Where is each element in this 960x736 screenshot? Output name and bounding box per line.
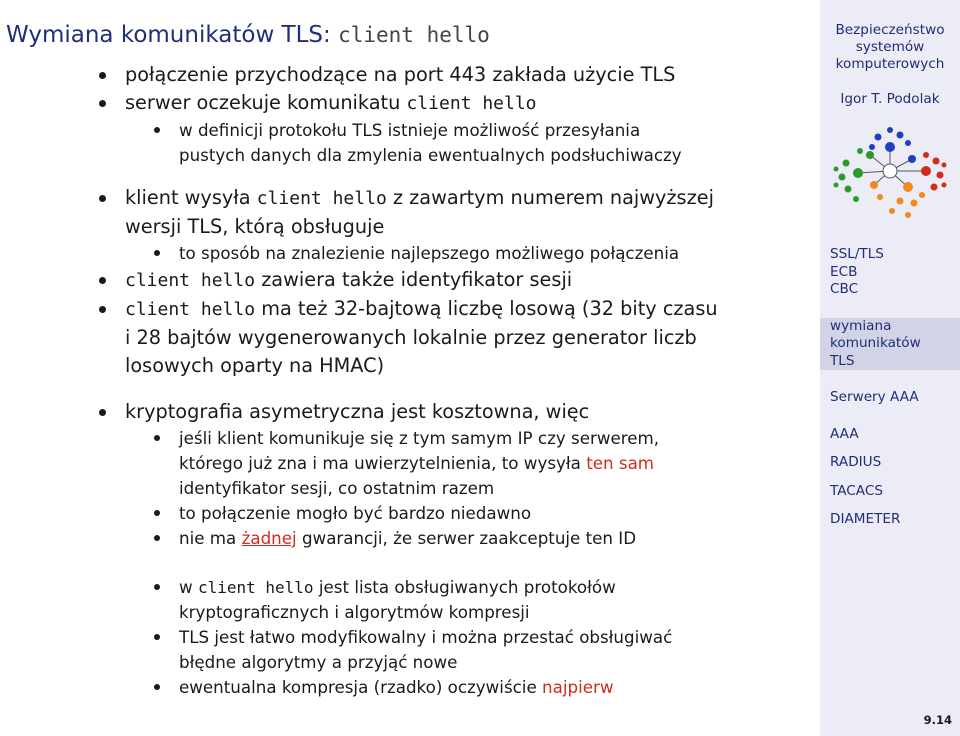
bullet-list — [0, 61, 820, 700]
highlighted-text: ten sam — [586, 453, 655, 473]
nav-item-tacacs[interactable]: TACACS — [830, 482, 883, 499]
inline-code: client hello — [125, 270, 256, 291]
bullet-dot — [154, 250, 160, 256]
bullet-text: nie ma — [179, 528, 237, 548]
bullet-text: TLS jest łatwo modyfikowalny i można przestać obsługiwać — [179, 627, 673, 647]
highlighted-text: żadnej — [241, 528, 297, 548]
bullet-text: to sposób na znalezienie najlepszego możliwego połączenia — [179, 243, 680, 263]
bullet-item — [0, 184, 820, 213]
inline-code: client hello — [125, 299, 256, 320]
inline-code: client hello — [256, 188, 387, 209]
sub-bullet-item — [0, 526, 820, 551]
bullet-item — [0, 89, 820, 118]
nav-item-label: wymiana — [830, 317, 892, 334]
bullet-text: kryptograficznych i algorytmów kompresji — [179, 602, 530, 622]
nav-item-cbc[interactable]: CBC — [830, 281, 859, 297]
slide-title-text: Wymiana komunikatów TLS: — [6, 22, 331, 48]
bullet-text: w definicji protokołu TLS istnieje możliwość przesyłania — [179, 120, 641, 140]
inline-code: client hello — [197, 578, 314, 597]
bullet-text: ewentualna kompresja (rzadko) oczywiście — [179, 677, 537, 697]
bullet-text: losowych oparty na HMAC) — [125, 354, 385, 377]
sub-bullet-continuation — [0, 600, 820, 625]
bullet-dot — [99, 100, 106, 107]
bullet-dot — [99, 409, 106, 416]
nav-item-label: TLS — [830, 352, 855, 369]
bullet-dot — [154, 510, 160, 516]
section-navigation — [830, 246, 958, 529]
bullet-text: jest lista obsługiwanych protokołów — [318, 577, 616, 597]
bullet-text: ma też 32-bajtową liczbę losową (32 bity czasu — [261, 297, 718, 320]
bullet-text: połączenie przychodzące na port 443 zakłada użycie TLS — [125, 63, 676, 86]
course-title-line: komputerowych — [835, 56, 945, 72]
sub-bullet-item — [0, 675, 820, 700]
sub-bullet-continuation — [0, 650, 820, 675]
bullet-text: którego już zna i ma uwierzytelnienia, to wysyła — [179, 453, 581, 473]
nav-item-aaa[interactable]: AAA — [830, 425, 859, 442]
bullet-text: gwarancji, że serwer zaakceptuje ten ID — [301, 528, 637, 548]
sub-bullet-item — [0, 575, 820, 600]
course-title-line: Bezpieczeństwo — [835, 22, 945, 38]
nav-item-diameter[interactable]: DIAMETER — [830, 511, 901, 527]
bullet-dot — [99, 277, 106, 284]
nav-item-label: komunikatów — [830, 335, 921, 351]
bullet-text: to połączenie mogło być bardzo niedawno — [179, 503, 532, 523]
bullet-item — [0, 398, 820, 426]
sub-bullet-continuation — [0, 451, 820, 476]
nav-item-wymiana-komunikatow-tls[interactable] — [820, 318, 960, 371]
bullet-text: kryptografia asymetryczna jest kosztowna, więc — [125, 400, 590, 423]
bullet-dot — [154, 634, 160, 640]
bullet-text: klient wysyła — [125, 186, 251, 209]
bullet-continuation — [0, 213, 820, 241]
page-number: 9.14 — [923, 713, 952, 727]
bullet-item — [0, 295, 820, 324]
bullet-text: wersji TLS, którą obsługuje — [125, 215, 385, 238]
sub-bullet-continuation — [0, 143, 820, 168]
course-title[interactable] — [820, 22, 960, 73]
nav-item-serwery-aaa[interactable]: Serwery AAA — [830, 389, 919, 405]
bullet-dot — [154, 684, 160, 690]
bullet-text: pustych danych dla zmylenia ewentualnych podsłuchiwaczy — [179, 145, 682, 165]
bullet-dot — [99, 306, 106, 313]
bullet-text: z zawartym numerem najwyższej — [392, 186, 714, 209]
bullet-text: w — [179, 577, 193, 597]
bullet-item — [0, 61, 820, 89]
bullet-dot — [99, 195, 106, 202]
sub-bullet-item — [0, 426, 820, 451]
sub-bullet-item — [0, 118, 820, 143]
bullet-text: zawiera także identyfikator sesji — [261, 268, 573, 291]
nav-item-radius[interactable]: RADIUS — [830, 454, 882, 470]
course-title-line: systemów — [855, 39, 925, 55]
bullet-text: jeśli klient komunikuje się z tym samym IP czy serwerem, — [179, 428, 660, 448]
bullet-text: błędne algorytmy a przyjąć nowe — [179, 652, 458, 672]
sub-bullet-item — [0, 625, 820, 650]
bullet-dot — [99, 72, 106, 79]
sidebar — [820, 0, 960, 736]
bullet-continuation — [0, 352, 820, 380]
bullet-continuation — [0, 324, 820, 352]
highlighted-text: najpierw — [542, 677, 614, 697]
sub-bullet-continuation — [0, 476, 820, 501]
bullet-item — [0, 266, 820, 295]
sub-bullet-item — [0, 501, 820, 526]
nav-item-ecb[interactable]: ECB — [830, 263, 858, 280]
bullet-dot — [154, 435, 160, 441]
bullet-dot — [154, 584, 160, 590]
sub-bullet-item — [0, 241, 820, 266]
bullet-dot — [154, 127, 160, 133]
bullet-text: identyfikator sesji, co ostatnim razem — [179, 478, 495, 498]
slide-title — [6, 22, 490, 48]
bullet-text: i 28 bajtów wygenerowanych lokalnie przez generator liczb — [125, 326, 697, 349]
nav-item-ssl-tls[interactable]: SSL/TLS — [830, 246, 884, 262]
network-tree-logo-icon — [830, 125, 950, 221]
bullet-text: serwer oczekuje komunikatu — [125, 91, 401, 114]
slide-title-code: client hello — [338, 23, 490, 47]
inline-code: client hello — [406, 93, 537, 114]
bullet-dot — [154, 535, 160, 541]
author-name[interactable]: Igor T. Podolak — [840, 91, 940, 107]
